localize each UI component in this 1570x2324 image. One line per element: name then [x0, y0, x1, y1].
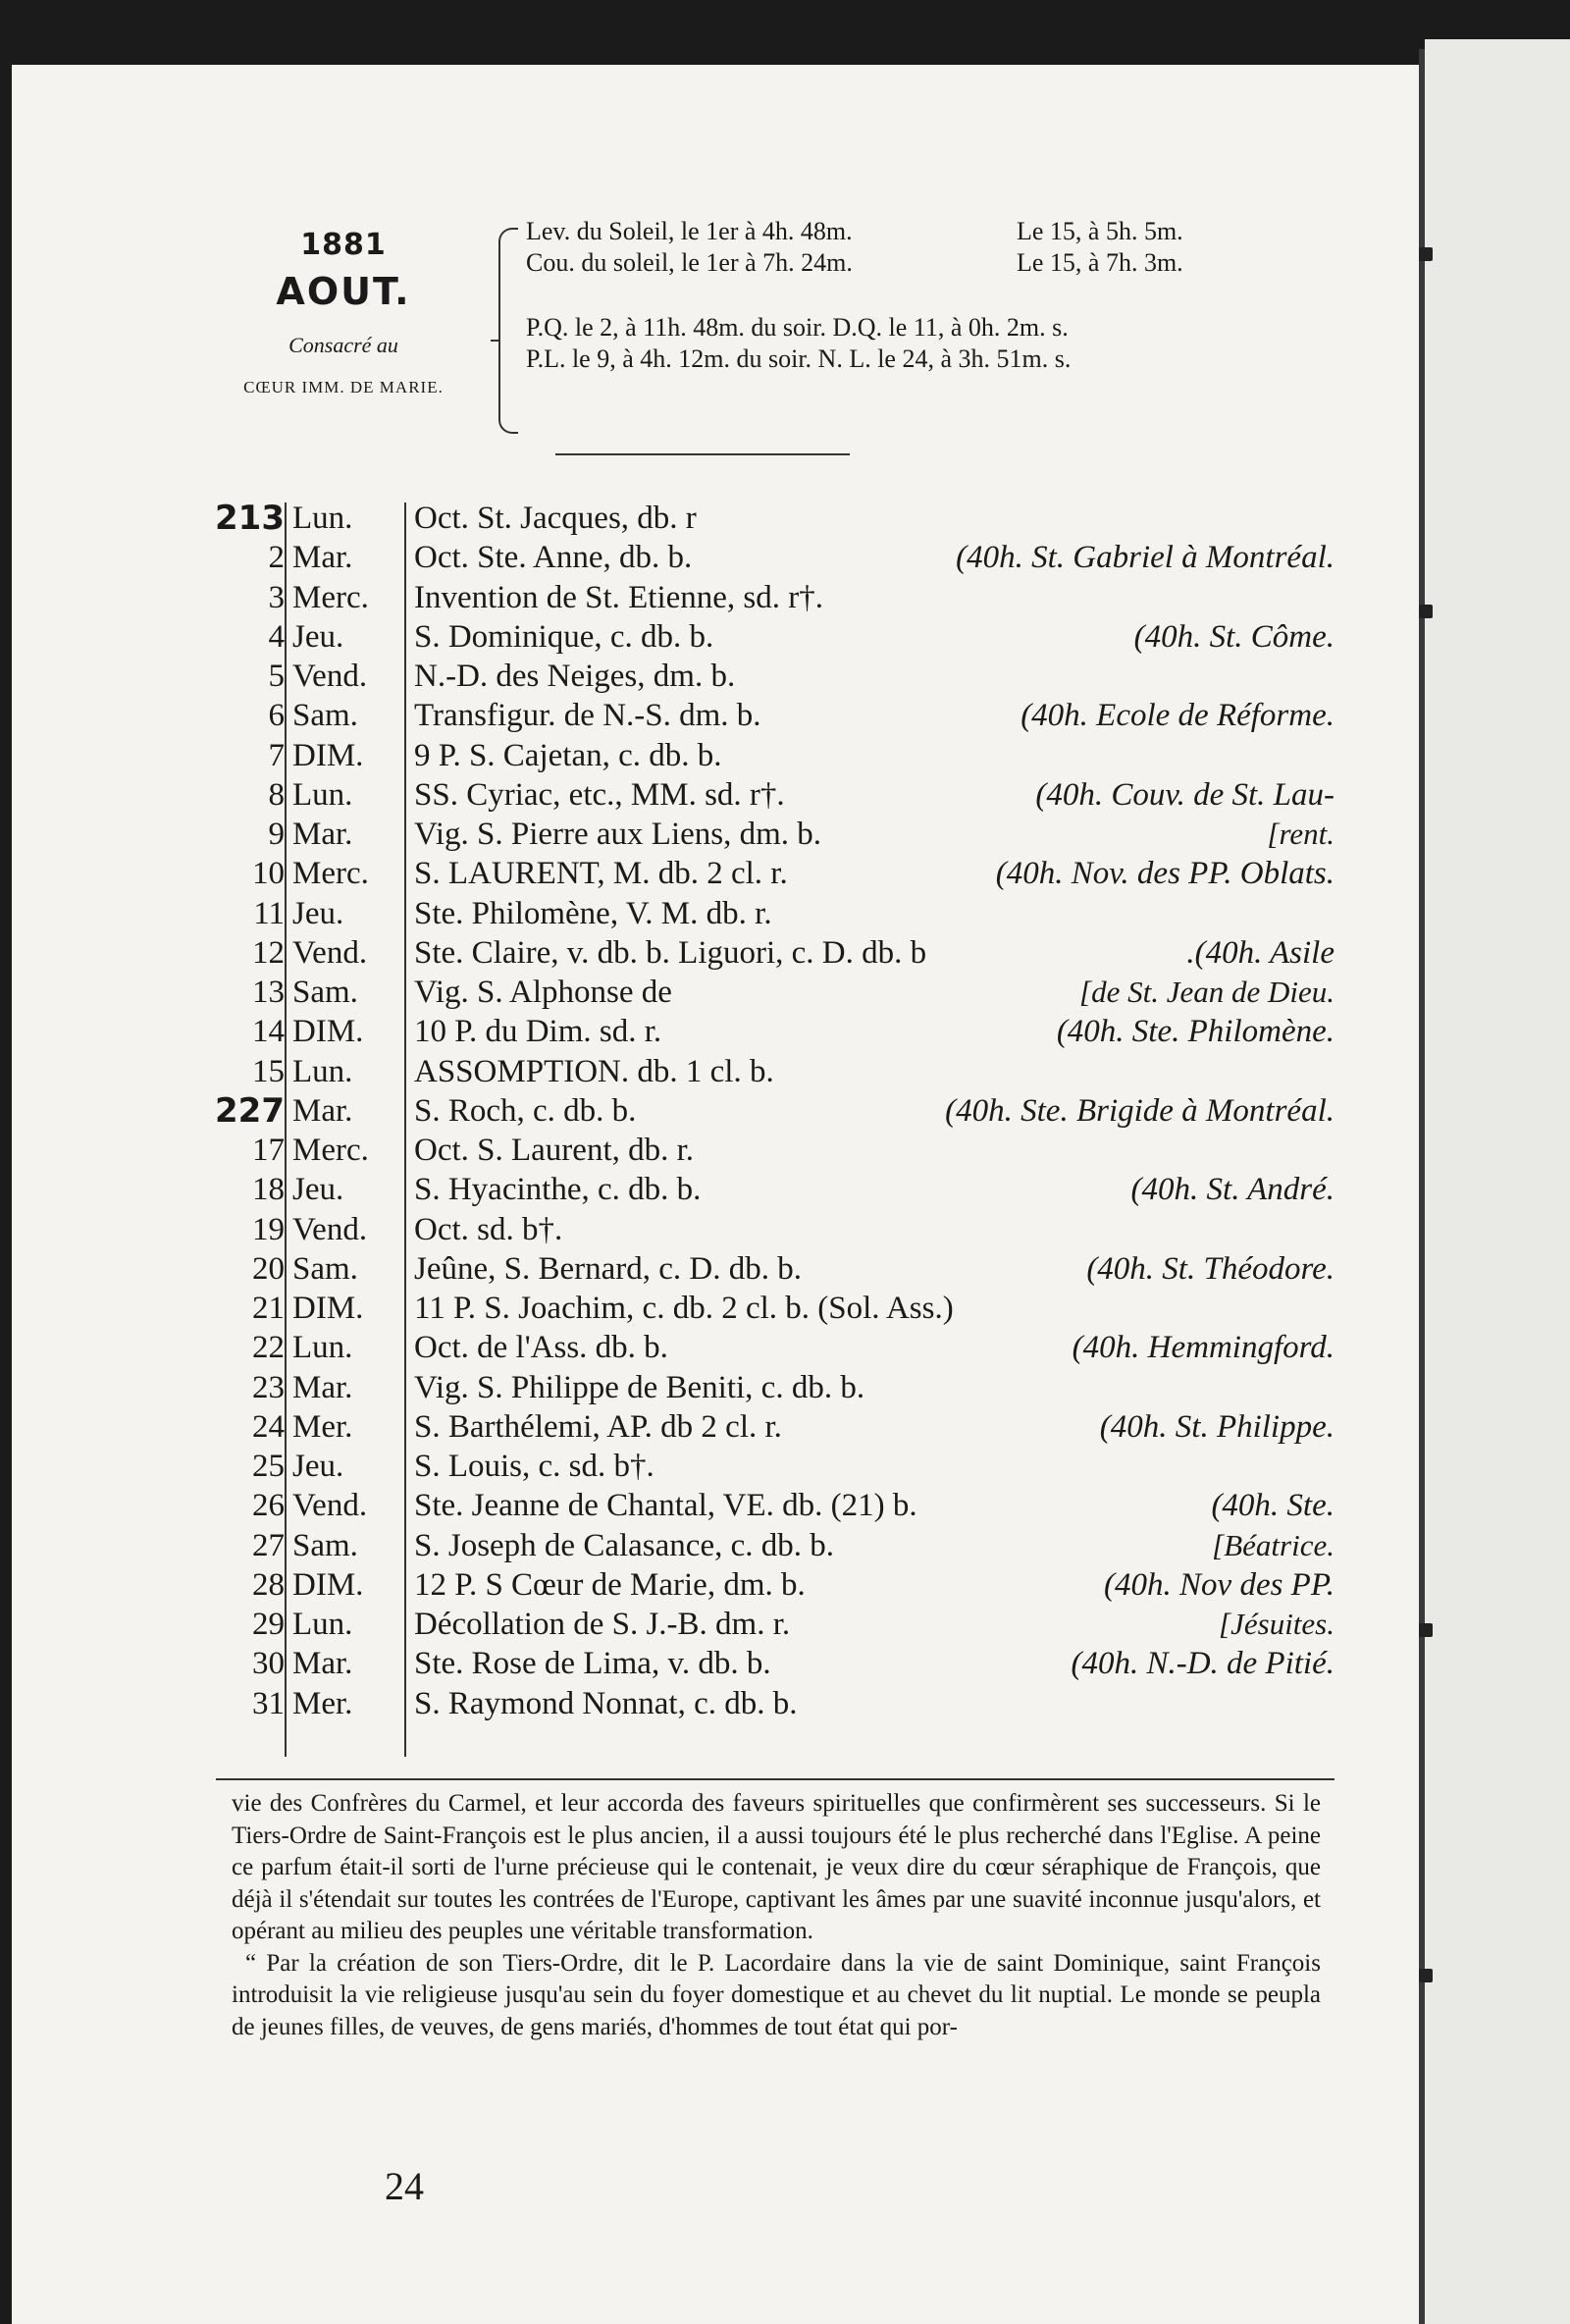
forty-hours-note: (40h. St. Théodore.: [1086, 1250, 1334, 1287]
feast-description: Oct. S. Laurent, db. r.: [414, 1133, 695, 1168]
calendar-row: [196, 815, 1334, 854]
weekday: Sam.: [292, 698, 358, 734]
feast-description: 12 P. S Cœur de Marie, dm. b.: [414, 1566, 806, 1603]
calendar-row: [196, 894, 1334, 933]
feast-description: Oct. sd. b†.: [414, 1211, 563, 1247]
day-number: 11: [253, 895, 285, 931]
day-number: 227: [215, 1090, 285, 1131]
feast-description: Vig. S. Alphonse de: [414, 975, 672, 1010]
feast-description: Vig. S. Pierre aux Liens, dm. b.: [414, 817, 822, 852]
forty-hours-note: (40h. St. Philippe.: [1099, 1408, 1334, 1445]
weekday: Lun.: [292, 501, 353, 536]
day-number: 19: [252, 1211, 285, 1247]
feast-description: S. Roch, c. db. b.: [414, 1092, 637, 1129]
day-number: 17: [252, 1133, 285, 1168]
weekday: DIM.: [292, 1291, 364, 1326]
feast-description: Décollation de S. J.-B. dm. r.: [414, 1607, 791, 1642]
day-number: 27: [252, 1527, 285, 1563]
feast-description: S. Raymond Nonnat, c. db. b.: [414, 1685, 798, 1721]
forty-hours-note: (40h. Ste. Philomène.: [1056, 1014, 1334, 1050]
calendar-row: [196, 499, 1334, 538]
day-number: 7: [268, 737, 285, 773]
feast-description: S. Hyacinthe, c. db. b.: [414, 1172, 702, 1208]
calendar-row: [196, 1249, 1334, 1289]
calendar-row: [196, 1684, 1334, 1723]
feast-description: 10 P. du Dim. sd. r.: [414, 1014, 662, 1050]
feast-description: Ste. Rose de Lima, v. db. b.: [414, 1646, 771, 1682]
weekday: Sam.: [292, 1250, 358, 1287]
calendar-table: [196, 499, 1334, 1723]
forty-hours-note: [Béatrice.: [1212, 1527, 1334, 1562]
forty-hours-note: (40h. Couv. de St. Lau-: [1035, 776, 1334, 813]
feast-description: S. LAURENT, M. db. 2 cl. r.: [414, 856, 788, 892]
calendar-row: [196, 1170, 1334, 1209]
calendar-row: [196, 1091, 1334, 1131]
weekday: DIM.: [292, 1014, 364, 1050]
feast-description: SS. Cyriac, etc., MM. sd. r†.: [414, 776, 785, 813]
day-number: 18: [252, 1172, 285, 1208]
weekday: Sam.: [292, 1527, 358, 1563]
moon-phase-line: P.Q. le 2, à 11h. 48m. du soir. D.Q. le 11, à 0h. 2m. s.: [526, 313, 1069, 342]
page-mark: [1419, 247, 1433, 261]
day-number: 14: [252, 1014, 285, 1050]
moon-phase-line: P.L. le 9, à 4h. 12m. du soir. N. L. le 24, à 3h. 51m. s.: [526, 344, 1072, 373]
forty-hours-note: [Jésuites.: [1219, 1607, 1334, 1641]
calendar-row: [196, 617, 1334, 657]
weekday: Mar.: [292, 540, 353, 576]
day-number: 28: [252, 1566, 285, 1603]
day-number: 3: [268, 579, 285, 615]
weekday: DIM.: [292, 737, 364, 773]
year: 1881: [300, 228, 387, 262]
feast-description: 9 P. S. Cajetan, c. db. b.: [414, 737, 722, 773]
consecration-name: CŒUR IMM. DE MARIE.: [243, 378, 444, 396]
weekday: Jeu.: [292, 895, 344, 931]
body-text: [232, 1788, 1321, 2043]
calendar-row: [196, 1012, 1334, 1051]
feast-description: Vig. S. Philippe de Beniti, c. db. b.: [414, 1369, 865, 1405]
weekday: Vend.: [292, 1488, 368, 1524]
calendar-row: [196, 578, 1334, 617]
feast-description: Jeûne, S. Bernard, c. D. db. b.: [414, 1250, 803, 1287]
weekday: DIM.: [292, 1566, 364, 1603]
day-number: 13: [252, 975, 285, 1010]
feast-description: ASSOMPTION. db. 1 cl. b.: [414, 1053, 774, 1089]
feast-description: Invention de St. Etienne, sd. r†.: [414, 579, 824, 615]
weekday: Lun.: [292, 1607, 353, 1642]
paragraph: vie des Confrères du Carmel, et leur accorda des faveurs spirituelles que confirmèrent ses successeurs. Si le Tiers-Ordre de Saint-François est le plus ancien, il a aussi toujours été le plus recherché dans l'Eglise. A peine ce parfum était-il sorti de l'urne précieuse qui le contenait, je veux dire du cœur séraphique de François, que déjà il s'étendait sur toutes les contrées de l'Europe, captivant les âmes par une suavité inconnue jusqu'alors, et opérant au milieu des peuples une véritable transformation.: [232, 1790, 1321, 1944]
feast-description: Oct. de l'Ass. db. b.: [414, 1330, 668, 1366]
feast-description: 11 P. S. Joachim, c. db. 2 cl. b. (Sol. Ass.): [414, 1291, 954, 1326]
day-number: 23: [252, 1369, 285, 1405]
calendar-row: [196, 1644, 1334, 1683]
calendar-row: [196, 973, 1334, 1012]
weekday: Vend.: [292, 659, 368, 694]
page-mark: [1419, 1969, 1433, 1982]
header-rule: [555, 453, 850, 455]
paragraph: “ Par la création de son Tiers-Ordre, dit le P. Lacordaire dans la vie de saint Dominique, saint François introduisit la vie religieuse jusqu'au sein du foyer domestique et au chevet du lit nuptial. Le monde se peupla de jeunes filles, de veuves, de gens mariés, d'hommes de tout état qui por-: [232, 1949, 1321, 2040]
day-number: 5: [268, 659, 285, 694]
brace: [498, 228, 518, 434]
forty-hours-note: (40h. Ste. Brigide à Montréal.: [945, 1092, 1334, 1129]
month-title: AOUT.: [276, 270, 411, 313]
weekday: Jeu.: [292, 1172, 344, 1208]
calendar-row: [196, 1131, 1334, 1170]
day-number: 24: [252, 1408, 285, 1445]
weekday: Mar.: [292, 1369, 353, 1405]
calendar-row: [196, 1289, 1334, 1328]
calendar-row: [196, 1447, 1334, 1486]
forty-hours-note: (40h. N.-D. de Pitié.: [1071, 1646, 1334, 1682]
page-mark: [1419, 1623, 1433, 1637]
day-number: 30: [252, 1646, 285, 1682]
weekday: Mar.: [292, 817, 353, 852]
weekday: Mar.: [292, 1646, 353, 1682]
feast-description: S. Louis, c. sd. b†.: [414, 1449, 654, 1484]
day-number: 21: [252, 1291, 285, 1326]
calendar-row: [196, 1407, 1334, 1447]
brace-tip: [491, 340, 500, 342]
calendar-row: [196, 1368, 1334, 1407]
forty-hours-note: [rent.: [1267, 817, 1334, 851]
calendar-row: [196, 1565, 1334, 1605]
calendar-row: [196, 1486, 1334, 1525]
calendar-row: [196, 696, 1334, 735]
forty-hours-note: (40h. Ecole de Réforme.: [1020, 698, 1334, 734]
consecration-label: Consacré au: [288, 333, 398, 357]
day-number: 31: [252, 1685, 285, 1721]
calendar-row: [196, 775, 1334, 815]
day-number: 4: [268, 618, 285, 655]
calendar-row: [196, 1328, 1334, 1367]
weekday: Sam.: [292, 975, 358, 1010]
body-rule: [216, 1778, 1334, 1780]
feast-description: Oct. Ste. Anne, db. b.: [414, 540, 693, 576]
weekday: Lun.: [292, 776, 353, 813]
sunset-line: Cou. du soleil, le 1er à 7h. 24m. Le 15, à 7h. 3m.: [526, 248, 1183, 277]
calendar-row: [196, 736, 1334, 775]
day-number: 10: [252, 856, 285, 892]
calendar-row: [196, 933, 1334, 973]
feast-description: N.-D. des Neiges, dm. b.: [414, 659, 736, 694]
day-number: 8: [268, 776, 285, 813]
forty-hours-note: (40h. Ste.: [1211, 1488, 1334, 1524]
weekday: Mer.: [292, 1408, 353, 1445]
feast-description: Ste. Claire, v. db. b. Liguori, c. D. db. b: [414, 934, 927, 971]
feast-description: Transfigur. de N.-S. dm. b.: [414, 698, 761, 734]
day-number: 22: [252, 1330, 285, 1366]
weekday: Vend.: [292, 1211, 368, 1247]
day-number: 15: [252, 1053, 285, 1089]
feast-description: S. Dominique, c. db. b.: [414, 618, 714, 655]
weekday: Mar.: [292, 1092, 353, 1129]
astronomy-info: [526, 216, 1183, 375]
day-number: 2: [268, 540, 285, 576]
feast-description: S. Joseph de Calasance, c. db. b.: [414, 1527, 834, 1563]
calendar-row: [196, 1210, 1334, 1249]
forty-hours-note: (40h. St. Côme.: [1133, 618, 1334, 655]
sunrise-line: Lev. du Soleil, le 1er à 4h. 48m. Le 15, à 5h. 5m.: [526, 217, 1183, 245]
day-number: 12: [252, 934, 285, 971]
calendar-row: [196, 1052, 1334, 1091]
day-number: 25: [252, 1449, 285, 1484]
weekday: Merc.: [292, 856, 369, 892]
forty-hours-note: (40h. St. André.: [1130, 1172, 1334, 1208]
calendar-row: [196, 1605, 1334, 1644]
forty-hours-note: (40h. Nov. des PP. Oblats.: [995, 856, 1334, 892]
weekday: Jeu.: [292, 1449, 344, 1484]
calendar-row: [196, 538, 1334, 577]
forty-hours-note: [de St. Jean de Dieu.: [1079, 975, 1334, 1009]
forty-hours-note: .(40h. Asile: [1186, 934, 1334, 971]
weekday: Mer.: [292, 1685, 353, 1721]
page-number: 24: [385, 2164, 424, 2208]
day-number: 6: [268, 698, 285, 734]
page-mark: [1419, 605, 1433, 618]
day-number: 20: [252, 1250, 285, 1287]
feast-description: S. Barthélemi, AP. db 2 cl. r.: [414, 1408, 782, 1445]
weekday: Vend.: [292, 934, 368, 971]
calendar-row: [196, 854, 1334, 893]
feast-description: Ste. Jeanne de Chantal, VE. db. (21) b.: [414, 1488, 917, 1524]
weekday: Lun.: [292, 1053, 353, 1089]
weekday: Lun.: [292, 1330, 353, 1366]
calendar-row: [196, 1526, 1334, 1565]
day-number: 213: [215, 499, 285, 538]
forty-hours-note: (40h. Nov des PP.: [1104, 1566, 1334, 1603]
weekday: Merc.: [292, 579, 369, 615]
weekday: Merc.: [292, 1133, 369, 1168]
forty-hours-note: (40h. St. Gabriel à Montréal.: [956, 540, 1334, 576]
day-number: 26: [252, 1488, 285, 1524]
weekday: Jeu.: [292, 618, 344, 655]
feast-description: Oct. St. Jacques, db. r: [414, 501, 697, 536]
feast-description: Ste. Philomène, V. M. db. r.: [414, 895, 772, 931]
month-header: [186, 228, 500, 397]
calendar-row: [196, 657, 1334, 696]
day-number: 29: [252, 1607, 285, 1642]
facing-page-edge: [1425, 39, 1570, 2324]
day-number: 9: [268, 817, 285, 852]
forty-hours-note: (40h. Hemmingford.: [1072, 1330, 1334, 1366]
